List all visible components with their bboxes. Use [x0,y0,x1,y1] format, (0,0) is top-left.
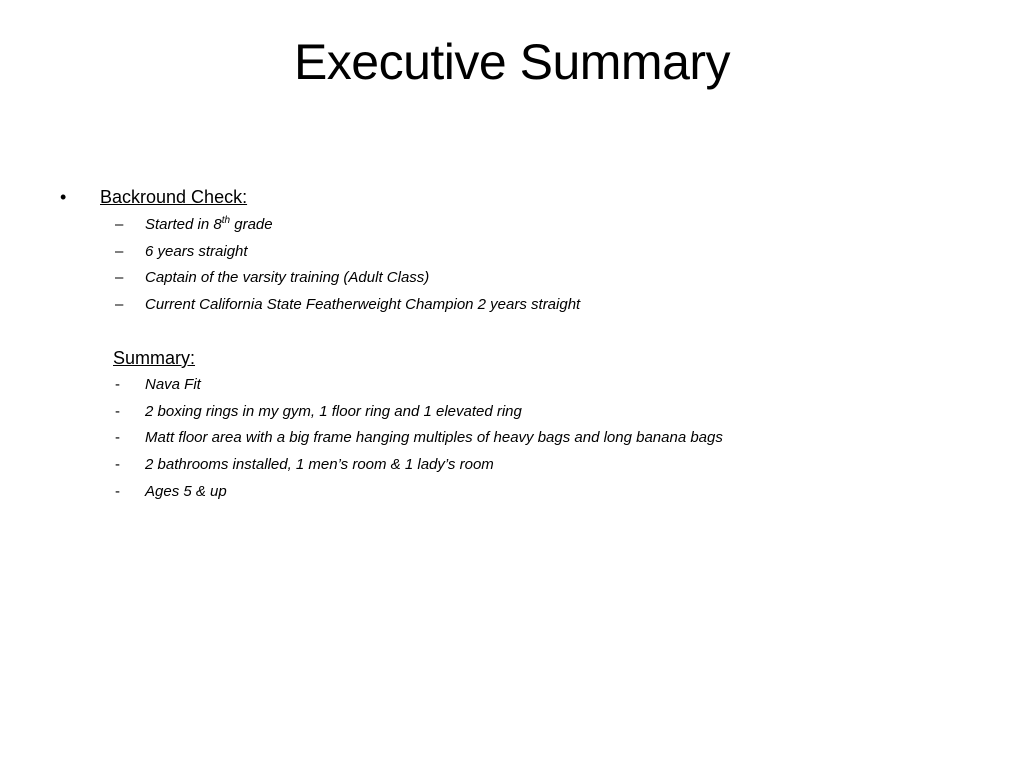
background-check-heading: Backround Check: [100,187,248,207]
bullet-icon: • [60,187,67,207]
slide-title: Executive Summary [293,34,731,90]
dash-marker: - [115,483,120,500]
dash-marker: - [115,429,120,446]
dash-marker: – [115,269,124,286]
section-heading-background [100,185,247,209]
list-item: 6 years straight [145,243,248,260]
list-item: Current California State Featherweight Champion 2 years straight [145,296,581,313]
dash-marker: - [115,376,120,393]
summary-heading: Summary: [113,348,196,368]
list-item: 2 boxing rings in my gym, 1 floor ring and 1 elevated ring [145,403,522,420]
list-item: 2 bathrooms installed, 1 men’s room & 1 lady’s room [145,456,494,473]
list-item: Captain of the varsity training (Adult Class) [145,269,430,286]
dash-marker: – [115,296,124,313]
list-item: Nava Fit [145,376,201,393]
list-item: Started in 8th grade [145,215,273,233]
dash-marker: - [115,456,120,473]
section-heading-summary [113,346,195,370]
list-item: Ages 5 & up [145,483,227,500]
dash-marker: - [115,403,120,420]
dash-marker: – [115,216,124,233]
dash-marker: – [115,243,124,260]
list-item: Matt floor area with a big frame hanging multiples of heavy bags and long banana bags [145,429,723,446]
